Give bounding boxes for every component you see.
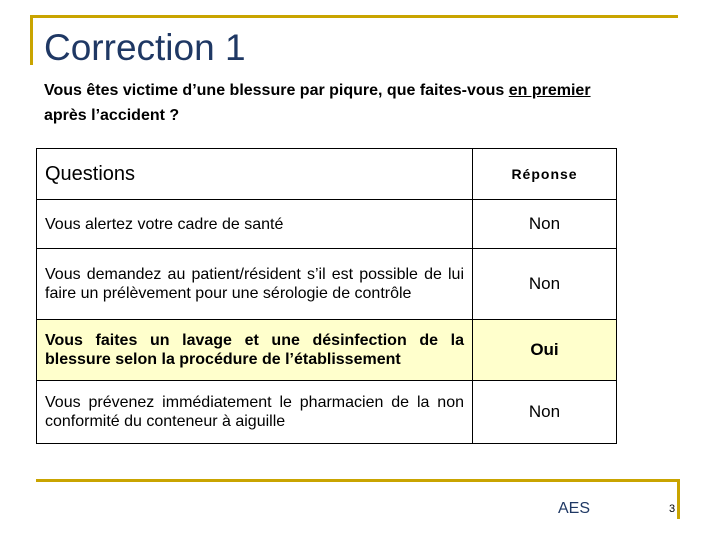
bottom-accent-line	[36, 479, 680, 482]
row-answer: Non	[473, 381, 617, 444]
row-question: Vous faites un lavage et une désinfection de la blessure selon la procédure de l’établissement	[37, 320, 473, 381]
question-line1: Vous êtes victime d’une blessure par piqure, que faites-vous	[44, 82, 509, 99]
table-row	[37, 200, 617, 249]
left-accent-line	[30, 15, 33, 65]
right-accent-line	[677, 479, 680, 519]
row-answer: Non	[473, 200, 617, 249]
row-question: Vous prévenez immédiatement le pharmacien de la non conformité du conteneur à aiguille	[37, 381, 473, 444]
slide-title: Correction 1	[44, 27, 246, 68]
table-header-row	[37, 149, 617, 200]
footer-label: AES	[558, 500, 591, 517]
question-line2: après l’accident ?	[44, 107, 180, 124]
header-questions: Questions	[37, 149, 473, 200]
row-answer: Oui	[473, 320, 617, 381]
question-emphasis: en premier	[508, 82, 591, 99]
row-question: Vous demandez au patient/résident s’il est possible de lui faire un prélèvement pour une sérologie de contrôle	[37, 249, 473, 320]
question-text	[44, 78, 684, 128]
page-number: 3	[669, 503, 676, 515]
header-response: Réponse	[473, 149, 617, 200]
table-row-highlighted	[37, 320, 617, 381]
table-row	[37, 381, 617, 444]
row-question: Vous alertez votre cadre de santé	[37, 200, 473, 249]
row-answer: Non	[473, 249, 617, 320]
answers-table	[36, 148, 617, 444]
top-accent-line	[30, 15, 678, 18]
table-row	[37, 249, 617, 320]
